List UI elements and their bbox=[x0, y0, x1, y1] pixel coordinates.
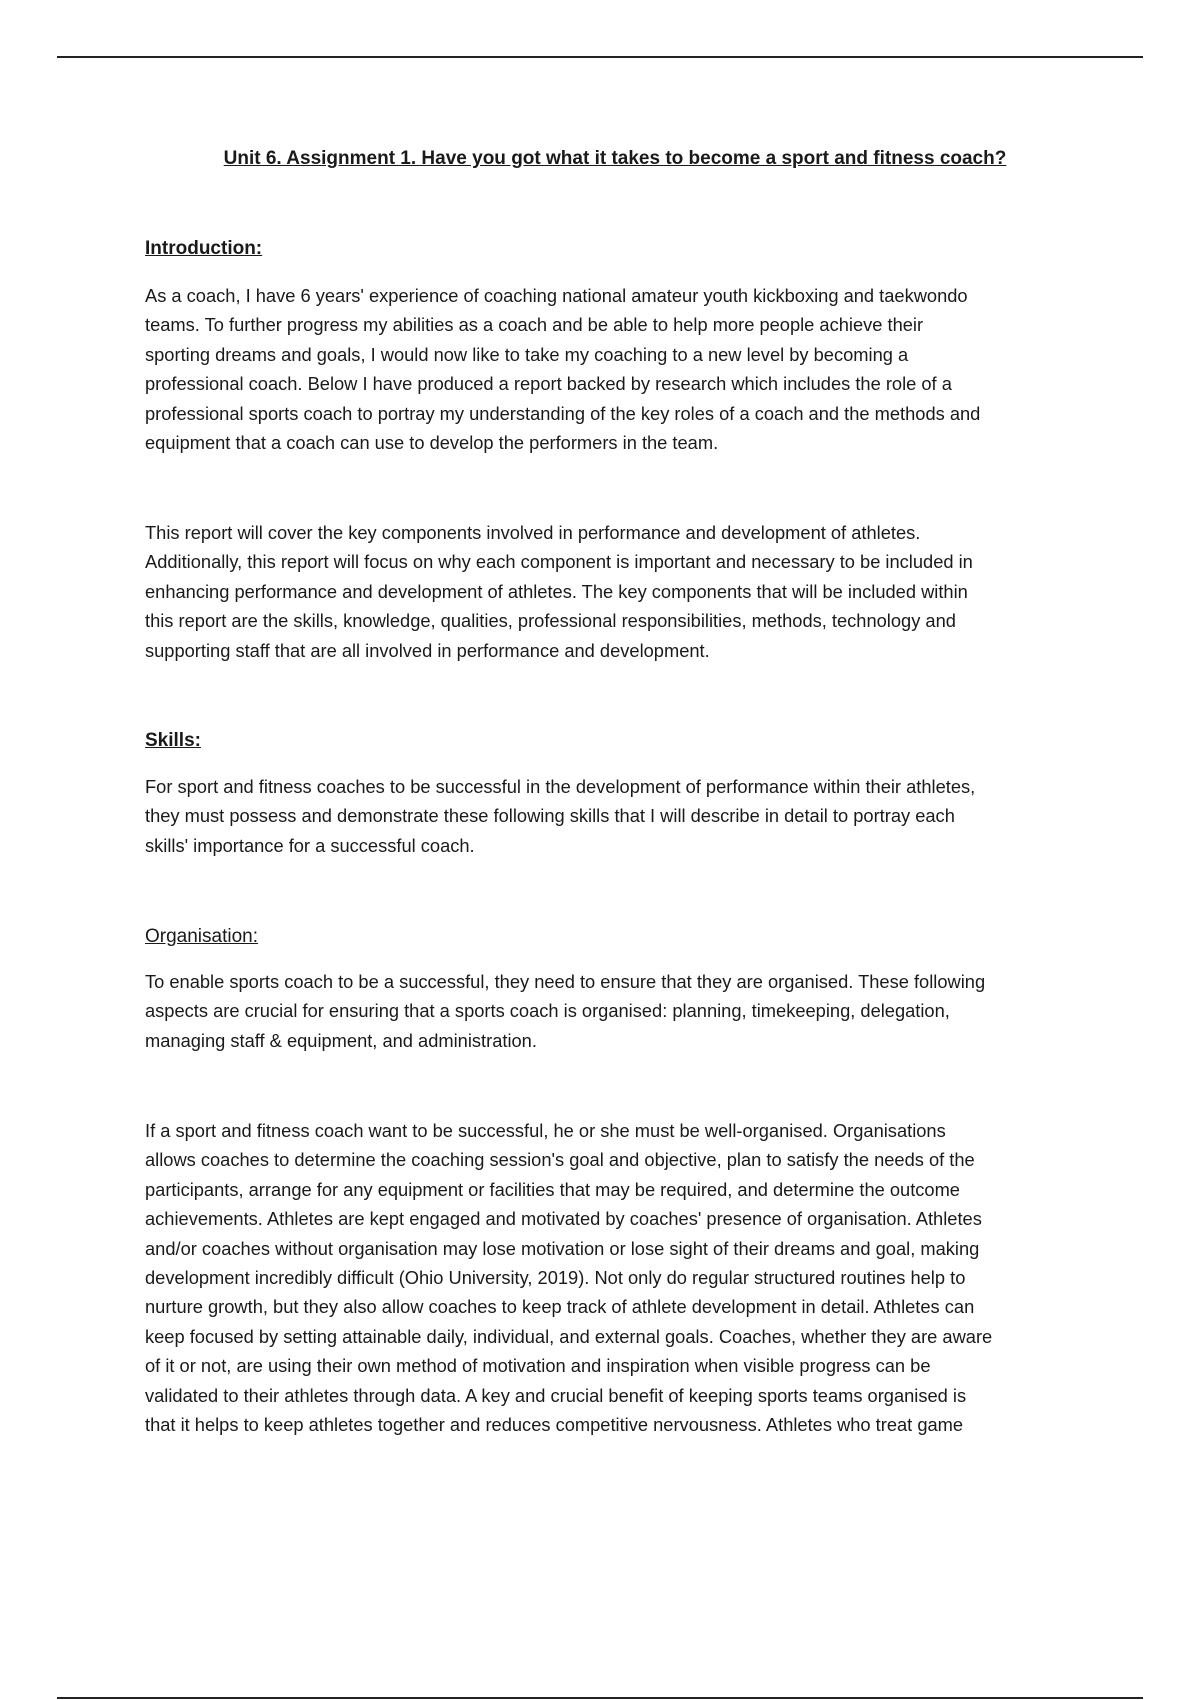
text-line: development incredibly difficult (Ohio University, 2019). Not only do regular structured routines help to bbox=[145, 1267, 966, 1289]
text-line: they must possess and demonstrate these following skills that I will describe in detail to portray each bbox=[145, 805, 955, 827]
introduction-paragraph-1 bbox=[145, 281, 1095, 457]
text-line: professional coach. Below I have produced a report backed by research which includes the role of a bbox=[145, 373, 952, 395]
text-line: allows coaches to determine the coaching session's goal and objective, plan to satisfy the needs of the bbox=[145, 1149, 975, 1171]
text-line: participants, arrange for any equipment or facilities that may be required, and determine the outcome bbox=[145, 1178, 960, 1200]
text-line: sporting dreams and goals, I would now like to take my coaching to a new level by becoming a bbox=[145, 343, 909, 365]
header-rule bbox=[57, 56, 1143, 58]
document-title: Unit 6. Assignment 1. Have you got what it takes to become a sport and fitness coach? bbox=[223, 148, 1007, 169]
text-line: and/or coaches without organisation may lose motivation or lose sight of their dreams and goal, making bbox=[145, 1237, 980, 1259]
text-line: achievements. Athletes are kept engaged and motivated by coaches' presence of organisation. Athletes bbox=[145, 1208, 982, 1230]
skills-heading: Skills: bbox=[145, 730, 201, 751]
text-line: equipment that a coach can use to develop the performers in the team. bbox=[145, 432, 719, 454]
text-line: teams. To further progress my abilities as a coach and be able to help more people achieve their bbox=[145, 314, 924, 336]
organisation-heading: Organisation: bbox=[145, 926, 259, 947]
organisation-paragraph-1 bbox=[145, 967, 1095, 1055]
text-line: managing staff & equipment, and administration. bbox=[145, 1029, 537, 1051]
introduction-heading: Introduction: bbox=[145, 238, 263, 259]
footer-rule bbox=[57, 1697, 1143, 1699]
text-line: If a sport and fitness coach want to be successful, he or she must be well-organised. Organisations bbox=[145, 1120, 946, 1141]
text-line: For sport and fitness coaches to be successful in the development of performance within their athletes, bbox=[145, 776, 976, 797]
text-line: Additionally, this report will focus on why each component is important and necessary to be included in bbox=[145, 551, 973, 573]
text-line: validated to their athletes through data. A key and crucial benefit of keeping sports teams organised is bbox=[145, 1384, 967, 1406]
text-line: that it helps to keep athletes together and reduces competitive nervousness. Athletes who treat game bbox=[145, 1414, 964, 1436]
text-line: skills' importance for a successful coach. bbox=[145, 834, 475, 856]
text-line: this report are the skills, knowledge, qualities, professional responsibilities, methods, technology and bbox=[145, 610, 956, 632]
text-line: This report will cover the key components involved in performance and development of athletes. bbox=[145, 522, 921, 543]
text-line: of it or not, are using their own method of motivation and inspiration when visible progress can be bbox=[145, 1355, 931, 1377]
organisation-paragraph-2 bbox=[145, 1116, 1095, 1439]
text-line: aspects are crucial for ensuring that a sports coach is organised: planning, timekeeping, delegation, bbox=[145, 1000, 950, 1022]
text-line: professional sports coach to portray my understanding of the key roles of a coach and the methods and bbox=[145, 402, 981, 424]
text-line: supporting staff that are all involved in performance and development. bbox=[145, 639, 710, 661]
introduction-paragraph-2 bbox=[145, 518, 1095, 665]
text-line: As a coach, I have 6 years' experience of coaching national amateur youth kickboxing and taekwondo bbox=[145, 285, 968, 306]
text-line: enhancing performance and development of athletes. The key components that will be included within bbox=[145, 580, 968, 602]
text-line: keep focused by setting attainable daily, individual, and external goals. Coaches, whether they are aware bbox=[145, 1325, 993, 1347]
skills-paragraph bbox=[145, 772, 1095, 860]
text-line: To enable sports coach to be a successful, they need to ensure that they are organised. These following bbox=[145, 971, 986, 992]
text-line: nurture growth, but they also allow coaches to keep track of athlete development in detail. Athletes can bbox=[145, 1296, 975, 1318]
